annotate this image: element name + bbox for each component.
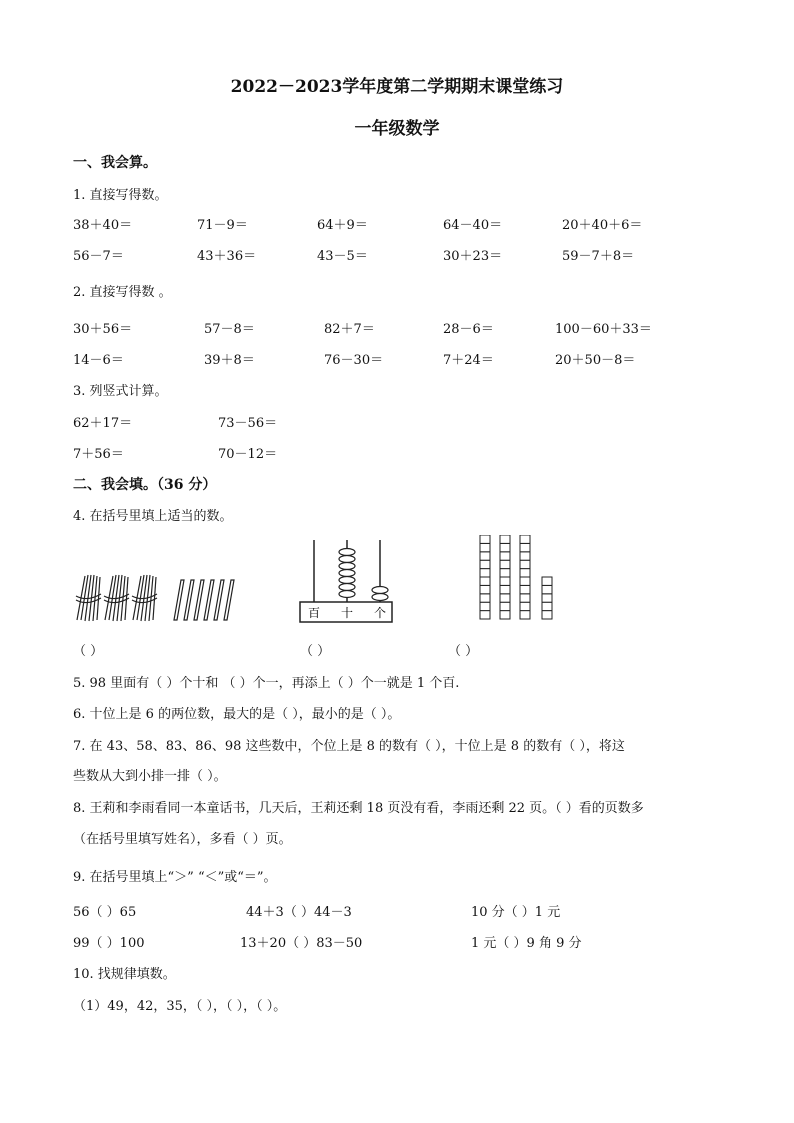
abacus-label-ones: 个 bbox=[373, 606, 387, 620]
q9-compare: 99（ ）100 bbox=[73, 936, 145, 951]
q9-compare: 44＋3（ ）44－3 bbox=[246, 905, 352, 920]
q3-expr: 73－56＝ bbox=[218, 416, 278, 431]
q1-expr: 64－40＝ bbox=[443, 218, 503, 233]
section-2-heading: 二、我会填。（36 分） bbox=[73, 477, 217, 493]
q3-expr: 70－12＝ bbox=[218, 447, 278, 462]
q1-expr: 30＋23＝ bbox=[443, 249, 503, 264]
page-title: 2022－2023学年度第二学期期末课堂练习 bbox=[230, 77, 564, 97]
q3-label: 3. 列竖式计算。 bbox=[73, 384, 168, 399]
q1-expr: 43＋36＝ bbox=[197, 249, 257, 264]
q2-expr: 14－6＝ bbox=[73, 353, 124, 368]
q10-item-1: （1）49，42，35，（ ），（ ），（ ）。 bbox=[73, 999, 287, 1014]
q1-expr: 59－7＋8＝ bbox=[562, 249, 635, 264]
q1-expr: 20＋40＋6＝ bbox=[562, 218, 643, 233]
q4-blank-abacus[interactable]: （ ） bbox=[300, 644, 331, 659]
q2-expr: 82＋7＝ bbox=[324, 322, 375, 337]
page-subtitle: 一年级数学 bbox=[354, 119, 440, 139]
q9-label: 9. 在括号里填上“＞” “＜”或“＝”。 bbox=[73, 870, 277, 885]
q10-label: 10. 找规律填数。 bbox=[73, 967, 176, 982]
q1-expr: 43－5＝ bbox=[317, 249, 368, 264]
q1-label: 1. 直接写得数。 bbox=[73, 188, 168, 203]
cube-columns-image bbox=[478, 535, 558, 621]
q2-expr: 57－8＝ bbox=[204, 322, 255, 337]
q2-expr: 7＋24＝ bbox=[443, 353, 494, 368]
q9-compare: 1 元（ ）9 角 9 分 bbox=[471, 936, 582, 951]
q3-expr: 62＋17＝ bbox=[73, 416, 133, 431]
q2-expr: 28－6＝ bbox=[443, 322, 494, 337]
q3-expr: 7＋56＝ bbox=[73, 447, 124, 462]
q6-text: 6. 十位上是 6 的两位数，最大的是（ ），最小的是（ ）。 bbox=[73, 707, 401, 722]
q7-text-line2: 些数从大到小排一排（ ）。 bbox=[73, 769, 227, 784]
q4-label: 4. 在括号里填上适当的数。 bbox=[73, 509, 233, 524]
q1-expr: 38＋40＝ bbox=[73, 218, 133, 233]
stick-bundles-image bbox=[73, 570, 243, 626]
abacus-label-tens: 十 bbox=[340, 606, 354, 620]
q2-expr: 30＋56＝ bbox=[73, 322, 133, 337]
q8-text-line2: （在括号里填写姓名），多看（ ）页。 bbox=[73, 832, 292, 847]
q9-compare: 13＋20（ ）83－50 bbox=[240, 936, 363, 951]
q4-blank-cubes[interactable]: （ ） bbox=[448, 644, 479, 659]
q4-blank-sticks[interactable]: （ ） bbox=[73, 644, 104, 659]
q2-label: 2. 直接写得数 。 bbox=[73, 285, 172, 300]
q9-compare: 56（ ）65 bbox=[73, 905, 137, 920]
q8-text-line1: 8. 王莉和李雨看同一本童话书，几天后，王莉还剩 18 页没有看，李雨还剩 22 页。（ ）看的页数多 bbox=[73, 801, 644, 816]
section-1-heading: 一、我会算。 bbox=[73, 155, 157, 171]
abacus-image bbox=[296, 538, 396, 628]
q5-text: 5. 98 里面有（ ）个十和 （ ）个一，再添上（ ）个一就是 1 个百. bbox=[73, 676, 460, 691]
q1-expr: 56－7＝ bbox=[73, 249, 124, 264]
q2-expr: 76－30＝ bbox=[324, 353, 384, 368]
q1-expr: 64＋9＝ bbox=[317, 218, 368, 233]
q7-text-line1: 7. 在 43、58、83、86、98 这些数中，个位上是 8 的数有（ ），十位上是 8 的数有（ ），将这 bbox=[73, 739, 625, 754]
q1-expr: 71－9＝ bbox=[197, 218, 248, 233]
q2-expr: 100－60＋33＝ bbox=[555, 322, 652, 337]
abacus-label-hundreds: 百 bbox=[307, 606, 321, 620]
q9-compare: 10 分（ ）1 元 bbox=[471, 905, 561, 920]
q2-expr: 20＋50－8＝ bbox=[555, 353, 636, 368]
q2-expr: 39＋8＝ bbox=[204, 353, 255, 368]
